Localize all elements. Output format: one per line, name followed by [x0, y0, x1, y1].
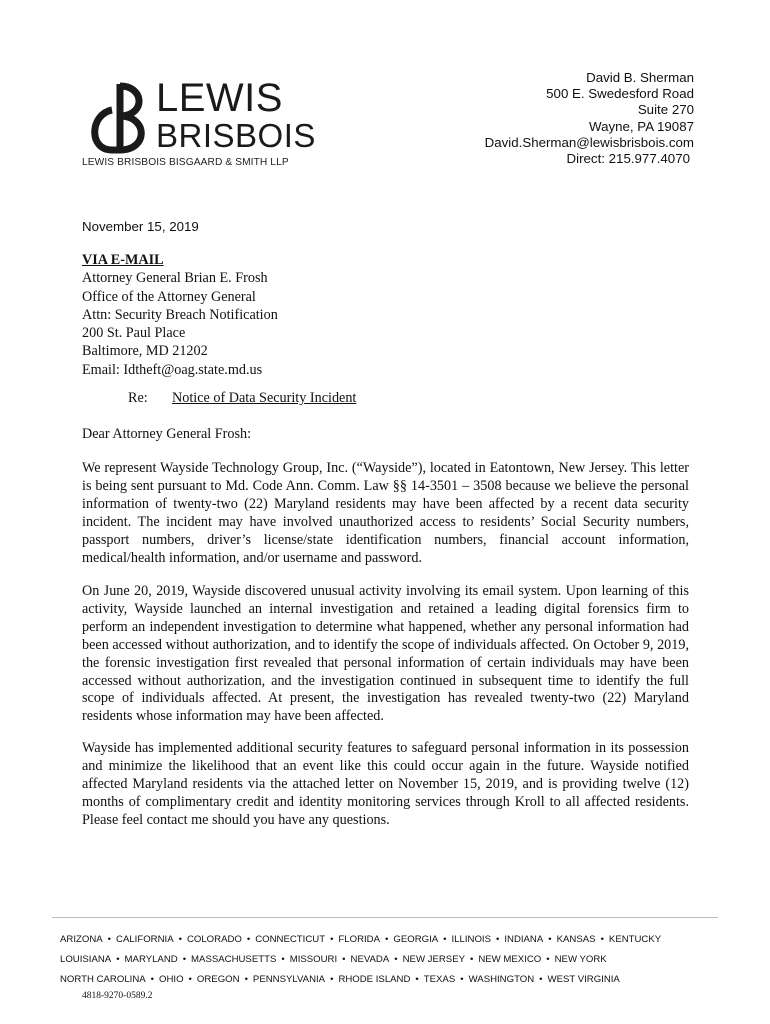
footer-separator: •: [394, 954, 398, 965]
footer-state-name: OHIO: [159, 974, 184, 985]
footer-state-name: TEXAS: [423, 974, 456, 985]
footer-state-name: MARYLAND: [124, 954, 178, 965]
footer-states-row-2: [60, 954, 770, 965]
footer-separator: •: [107, 934, 112, 945]
logo-word-lewis: LEWIS: [156, 76, 283, 120]
footer-separator: •: [470, 954, 474, 965]
recipient-line: Office of the Attorney General: [82, 288, 256, 305]
footer-separator: •: [548, 934, 552, 945]
footer-separator: •: [244, 974, 248, 985]
lb-monogram-icon: [82, 80, 152, 154]
footer-separator: •: [443, 934, 447, 945]
footer-state-name: RHODE ISLAND: [338, 974, 411, 985]
footer-separator: •: [600, 934, 604, 945]
footer-states-row-1: [60, 934, 770, 945]
footer-state-name: NEVADA: [350, 954, 390, 965]
footer-separator: •: [150, 974, 155, 985]
footer-state-name: KANSAS: [556, 934, 596, 945]
footer-state-name: NEW MEXICO: [478, 954, 542, 965]
footer-state-name: MISSOURI: [289, 954, 338, 965]
body-paragraph-1: We represent Wayside Technology Group, Inc. (“Wayside”), located in Eatontown, New Jersey. This letter is being sent pursuant to Md. Code Ann. Comm. Law §§ 14-3501 – 3508 because we believe the personal information of twenty-two (22) Maryland residents may have been affected by a recent data security incident. The incident may have involved unauthorized access to residents’ Social Security numbers, passport numbers, driver’s license/state identification numbers, financial account information, medical/health information, and/or username and password.: [82, 460, 689, 566]
footer-state-name: PENNSYLVANIA: [252, 974, 326, 985]
footer-state-name: OREGON: [196, 974, 240, 985]
subject-label: Re:: [128, 390, 148, 406]
recipient-line: Baltimore, MD 21202: [82, 343, 208, 360]
logo-word-brisbois: BRISBOIS: [156, 117, 316, 154]
footer-state-name: ILLINOIS: [451, 934, 491, 945]
footer-state-name: LOUISIANA: [60, 954, 112, 965]
footer-state-name: ARIZONA: [60, 934, 103, 945]
recipient-address-block: [82, 251, 278, 379]
footer-separator: •: [182, 954, 187, 965]
footer-state-name: WEST VIRGINIA: [547, 974, 620, 985]
footer-state-name: NORTH CAROLINA: [60, 974, 146, 985]
footer-separator: •: [415, 974, 419, 985]
footer-state-name: GEORGIA: [393, 934, 439, 945]
footer-separator: •: [539, 974, 543, 985]
footer-separator: •: [546, 954, 550, 965]
sender-direct-phone: Direct: 215.977.4070: [566, 151, 690, 167]
footer-separator: •: [330, 974, 334, 985]
body-paragraph-3: Wayside has implemented additional security features to safeguard personal information in its possession and minimize the likelihood that an event like this could occur again in the future. Wayside notified affected Maryland residents via the attached letter on November 15, 2019, and is providing twelve (12) months of complimentary credit and identity monitoring services through Kroll to all affected residents. Please feel contact me should you have any questions.: [82, 740, 689, 828]
footer-state-name: NEW JERSEY: [402, 954, 465, 965]
recipient-email: Email: Idtheft@oag.state.md.us: [82, 361, 263, 378]
footer-state-name: KENTUCKY: [608, 934, 662, 945]
footer-state-name: CONNECTICUT: [255, 934, 326, 945]
footer-separator: •: [188, 974, 192, 985]
recipient-line: Attn: Security Breach Notification: [82, 306, 278, 323]
sender-street: 500 E. Swedesford Road: [546, 86, 694, 102]
footer-state-name: WASHINGTON: [468, 974, 535, 985]
sender-address-block: [485, 70, 694, 167]
salutation: Dear Attorney General Frosh:: [82, 426, 252, 442]
body-paragraph-2: On June 20, 2019, Wayside discovered unusual activity involving its email system. Upon learning of this activity, Wayside launched an internal investigation and retained a leading digital forensics firm to perform an independent investigation to determine what happened, whether any personal information had been accessed without authorization, and to identify the scope of individuals affected. On October 9, 2019, the forensic investigation first revealed that personal information of certain individuals may have been accessed without authorization, and the investigation continued in subsequent time to identify the full scope of individuals affected. At present, the investigation has revealed twenty-two (22) Maryland residents whose information may have been affected.: [82, 583, 689, 725]
document-number: 4818-9270-0589.2: [82, 991, 153, 1001]
sender-name: David B. Sherman: [586, 70, 694, 85]
footer-separator: •: [281, 954, 285, 965]
footer-state-name: COLORADO: [186, 934, 242, 945]
footer-separator: •: [460, 974, 464, 985]
footer-separator: •: [495, 934, 500, 945]
footer-separator: •: [116, 954, 120, 965]
footer-state-name: NEW YORK: [554, 954, 607, 965]
footer-separator: •: [178, 934, 182, 945]
footer-separator: •: [246, 934, 251, 945]
footer-separator: •: [330, 934, 334, 945]
sender-suite: Suite 270: [637, 102, 694, 118]
subject-line: [128, 390, 356, 407]
sender-email[interactable]: David.Sherman@lewisbrisbois.com: [484, 134, 694, 150]
footer-state-name: CALIFORNIA: [116, 934, 174, 945]
logo-subtitle: LEWIS BRISBOIS BISGAARD & SMITH LLP: [82, 157, 289, 168]
footer-states-row-3: [60, 974, 770, 985]
recipient-line: Attorney General Brian E. Frosh: [82, 270, 268, 287]
company-logo: [82, 76, 316, 170]
delivery-method: VIA E-MAIL: [82, 252, 164, 268]
subject-text: Notice of Data Security Incident: [172, 390, 357, 406]
footer-divider: [52, 917, 718, 918]
footer-separator: •: [342, 954, 346, 965]
footer-state-name: INDIANA: [504, 934, 544, 945]
footer-state-name: MASSACHUSETTS: [191, 954, 277, 965]
recipient-line: 200 St. Paul Place: [82, 325, 186, 342]
sender-city: Wayne, PA 19087: [589, 118, 694, 134]
footer-separator: •: [385, 934, 389, 945]
footer-state-name: FLORIDA: [338, 934, 381, 945]
letter-date: November 15, 2019: [82, 219, 199, 234]
